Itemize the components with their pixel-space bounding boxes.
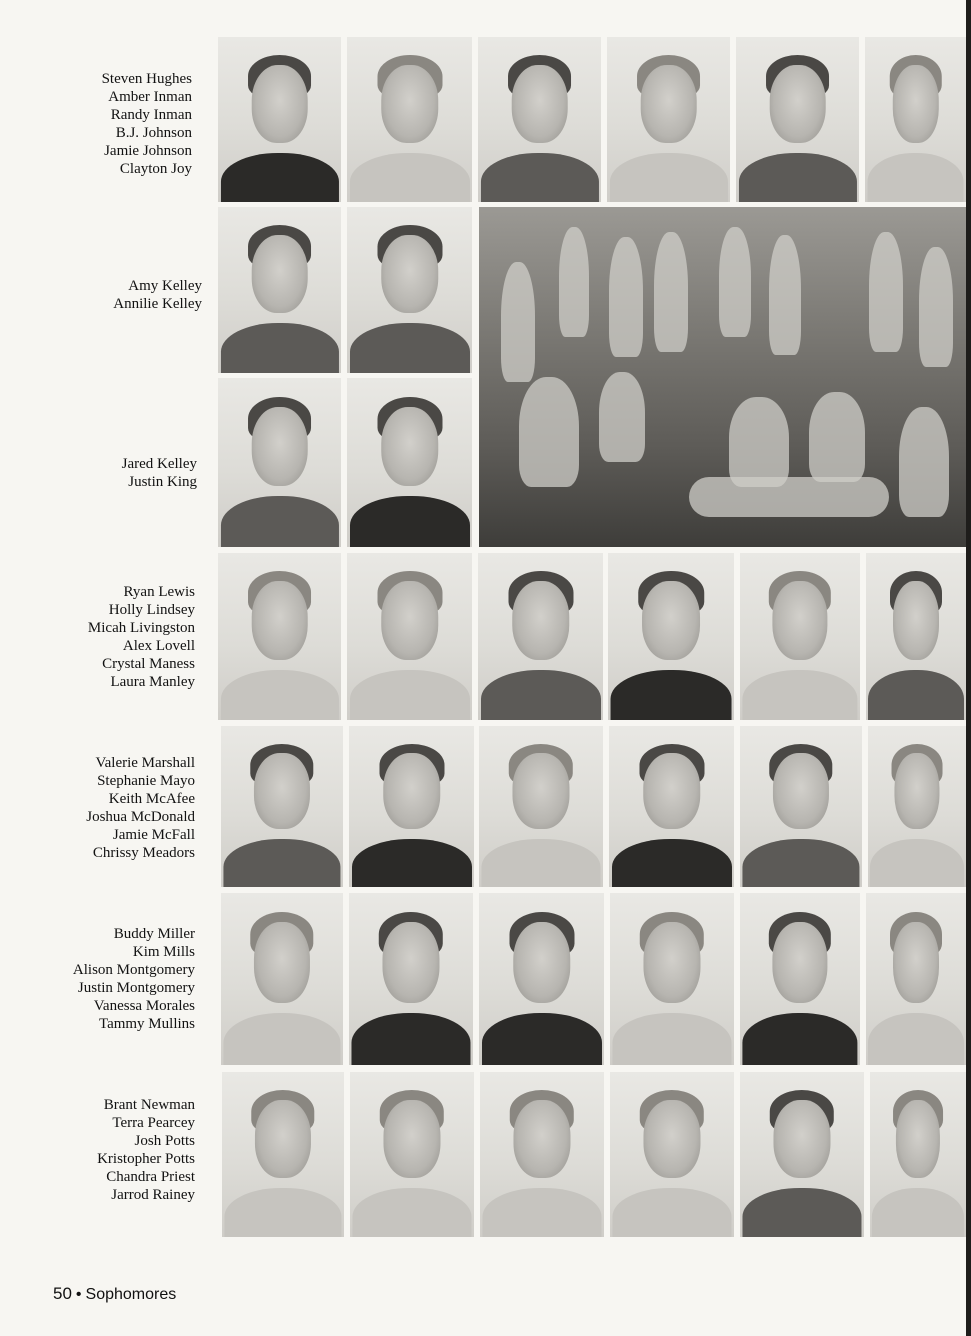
student-portrait bbox=[221, 726, 343, 887]
student-name: Clayton Joy bbox=[119, 161, 192, 177]
student-name: Randy Inman bbox=[110, 107, 192, 123]
student-name: Josh Potts bbox=[134, 1133, 195, 1149]
student-portrait bbox=[478, 37, 601, 202]
student-portrait bbox=[870, 1072, 966, 1237]
student-name: Valerie Marshall bbox=[95, 755, 195, 771]
student-portrait bbox=[479, 726, 603, 887]
student-portrait bbox=[347, 378, 472, 547]
student-name: Jamie McFall bbox=[112, 827, 195, 843]
student-name: Jared Kelley bbox=[121, 456, 197, 472]
student-name: Micah Livingston bbox=[87, 620, 195, 636]
student-name: Crystal Maness bbox=[102, 656, 195, 672]
student-portrait bbox=[218, 207, 341, 373]
student-portrait bbox=[349, 893, 473, 1065]
student-portrait bbox=[347, 207, 472, 373]
student-name: Terra Pearcey bbox=[112, 1115, 195, 1131]
student-name: Holly Lindsey bbox=[108, 602, 195, 618]
names-row-2 bbox=[113, 277, 202, 313]
student-name: Alison Montgomery bbox=[72, 962, 195, 978]
student-name: Steven Hughes bbox=[101, 71, 192, 87]
names-row-4 bbox=[88, 583, 195, 691]
student-portrait bbox=[866, 553, 966, 720]
page-edge-shadow bbox=[966, 0, 971, 1336]
student-portrait bbox=[610, 1072, 734, 1237]
student-name: Justin Montgomery bbox=[77, 980, 195, 996]
student-name: Brant Newman bbox=[103, 1097, 195, 1113]
student-portrait bbox=[221, 893, 343, 1065]
student-name: Tammy Mullins bbox=[98, 1016, 195, 1032]
section-title: Sophomores bbox=[85, 1286, 177, 1303]
student-portrait bbox=[222, 1072, 344, 1237]
student-name: Vanessa Morales bbox=[93, 998, 195, 1014]
student-portrait bbox=[736, 37, 859, 202]
names-row-7 bbox=[97, 1096, 195, 1204]
student-name: Amy Kelley bbox=[128, 278, 202, 294]
student-name: Keith McAfee bbox=[108, 791, 195, 807]
student-portrait bbox=[868, 726, 966, 887]
student-portrait bbox=[347, 37, 472, 202]
student-name: Stephanie Mayo bbox=[97, 773, 195, 789]
student-name: Chandra Priest bbox=[106, 1169, 195, 1185]
student-portrait bbox=[865, 37, 966, 202]
student-portrait bbox=[740, 893, 860, 1065]
student-portrait bbox=[479, 893, 604, 1065]
student-portrait bbox=[347, 553, 472, 720]
student-portrait bbox=[218, 553, 341, 720]
student-portrait bbox=[608, 553, 734, 720]
student-name: Laura Manley bbox=[110, 674, 195, 690]
student-name: Jamie Johnson bbox=[104, 143, 192, 159]
student-name: B.J. Johnson bbox=[115, 125, 192, 141]
student-name: Joshua McDonald bbox=[86, 809, 195, 825]
group-photo bbox=[479, 207, 966, 547]
footer-bullet: • bbox=[75, 1286, 82, 1303]
student-name: Ryan Lewis bbox=[123, 584, 195, 600]
student-portrait bbox=[609, 726, 734, 887]
student-portrait bbox=[480, 1072, 604, 1237]
student-portrait bbox=[740, 1072, 864, 1237]
student-name: Buddy Miller bbox=[113, 926, 195, 942]
page-footer bbox=[53, 1284, 176, 1304]
student-name: Alex Lovell bbox=[122, 638, 195, 654]
student-portrait bbox=[218, 378, 341, 547]
names-row-3 bbox=[122, 455, 197, 491]
student-name: Annilie Kelley bbox=[113, 296, 202, 312]
student-name: Justin King bbox=[128, 474, 197, 490]
student-portrait bbox=[740, 726, 862, 887]
student-name: Kim Mills bbox=[132, 944, 195, 960]
names-row-5 bbox=[86, 754, 195, 862]
student-name: Kristopher Potts bbox=[97, 1151, 195, 1167]
student-name: Chrissy Meadors bbox=[92, 845, 195, 861]
student-portrait bbox=[607, 37, 730, 202]
student-portrait bbox=[349, 726, 474, 887]
student-portrait bbox=[350, 1072, 474, 1237]
student-portrait bbox=[866, 893, 966, 1065]
names-row-6 bbox=[73, 925, 195, 1033]
student-portrait bbox=[740, 553, 860, 720]
student-portrait bbox=[218, 37, 341, 202]
student-name: Jarrod Rainey bbox=[111, 1187, 195, 1203]
names-row-1 bbox=[102, 70, 192, 178]
student-portrait bbox=[478, 553, 603, 720]
student-portrait bbox=[610, 893, 734, 1065]
student-name: Amber Inman bbox=[108, 89, 192, 105]
page-number: 50 bbox=[53, 1284, 72, 1303]
